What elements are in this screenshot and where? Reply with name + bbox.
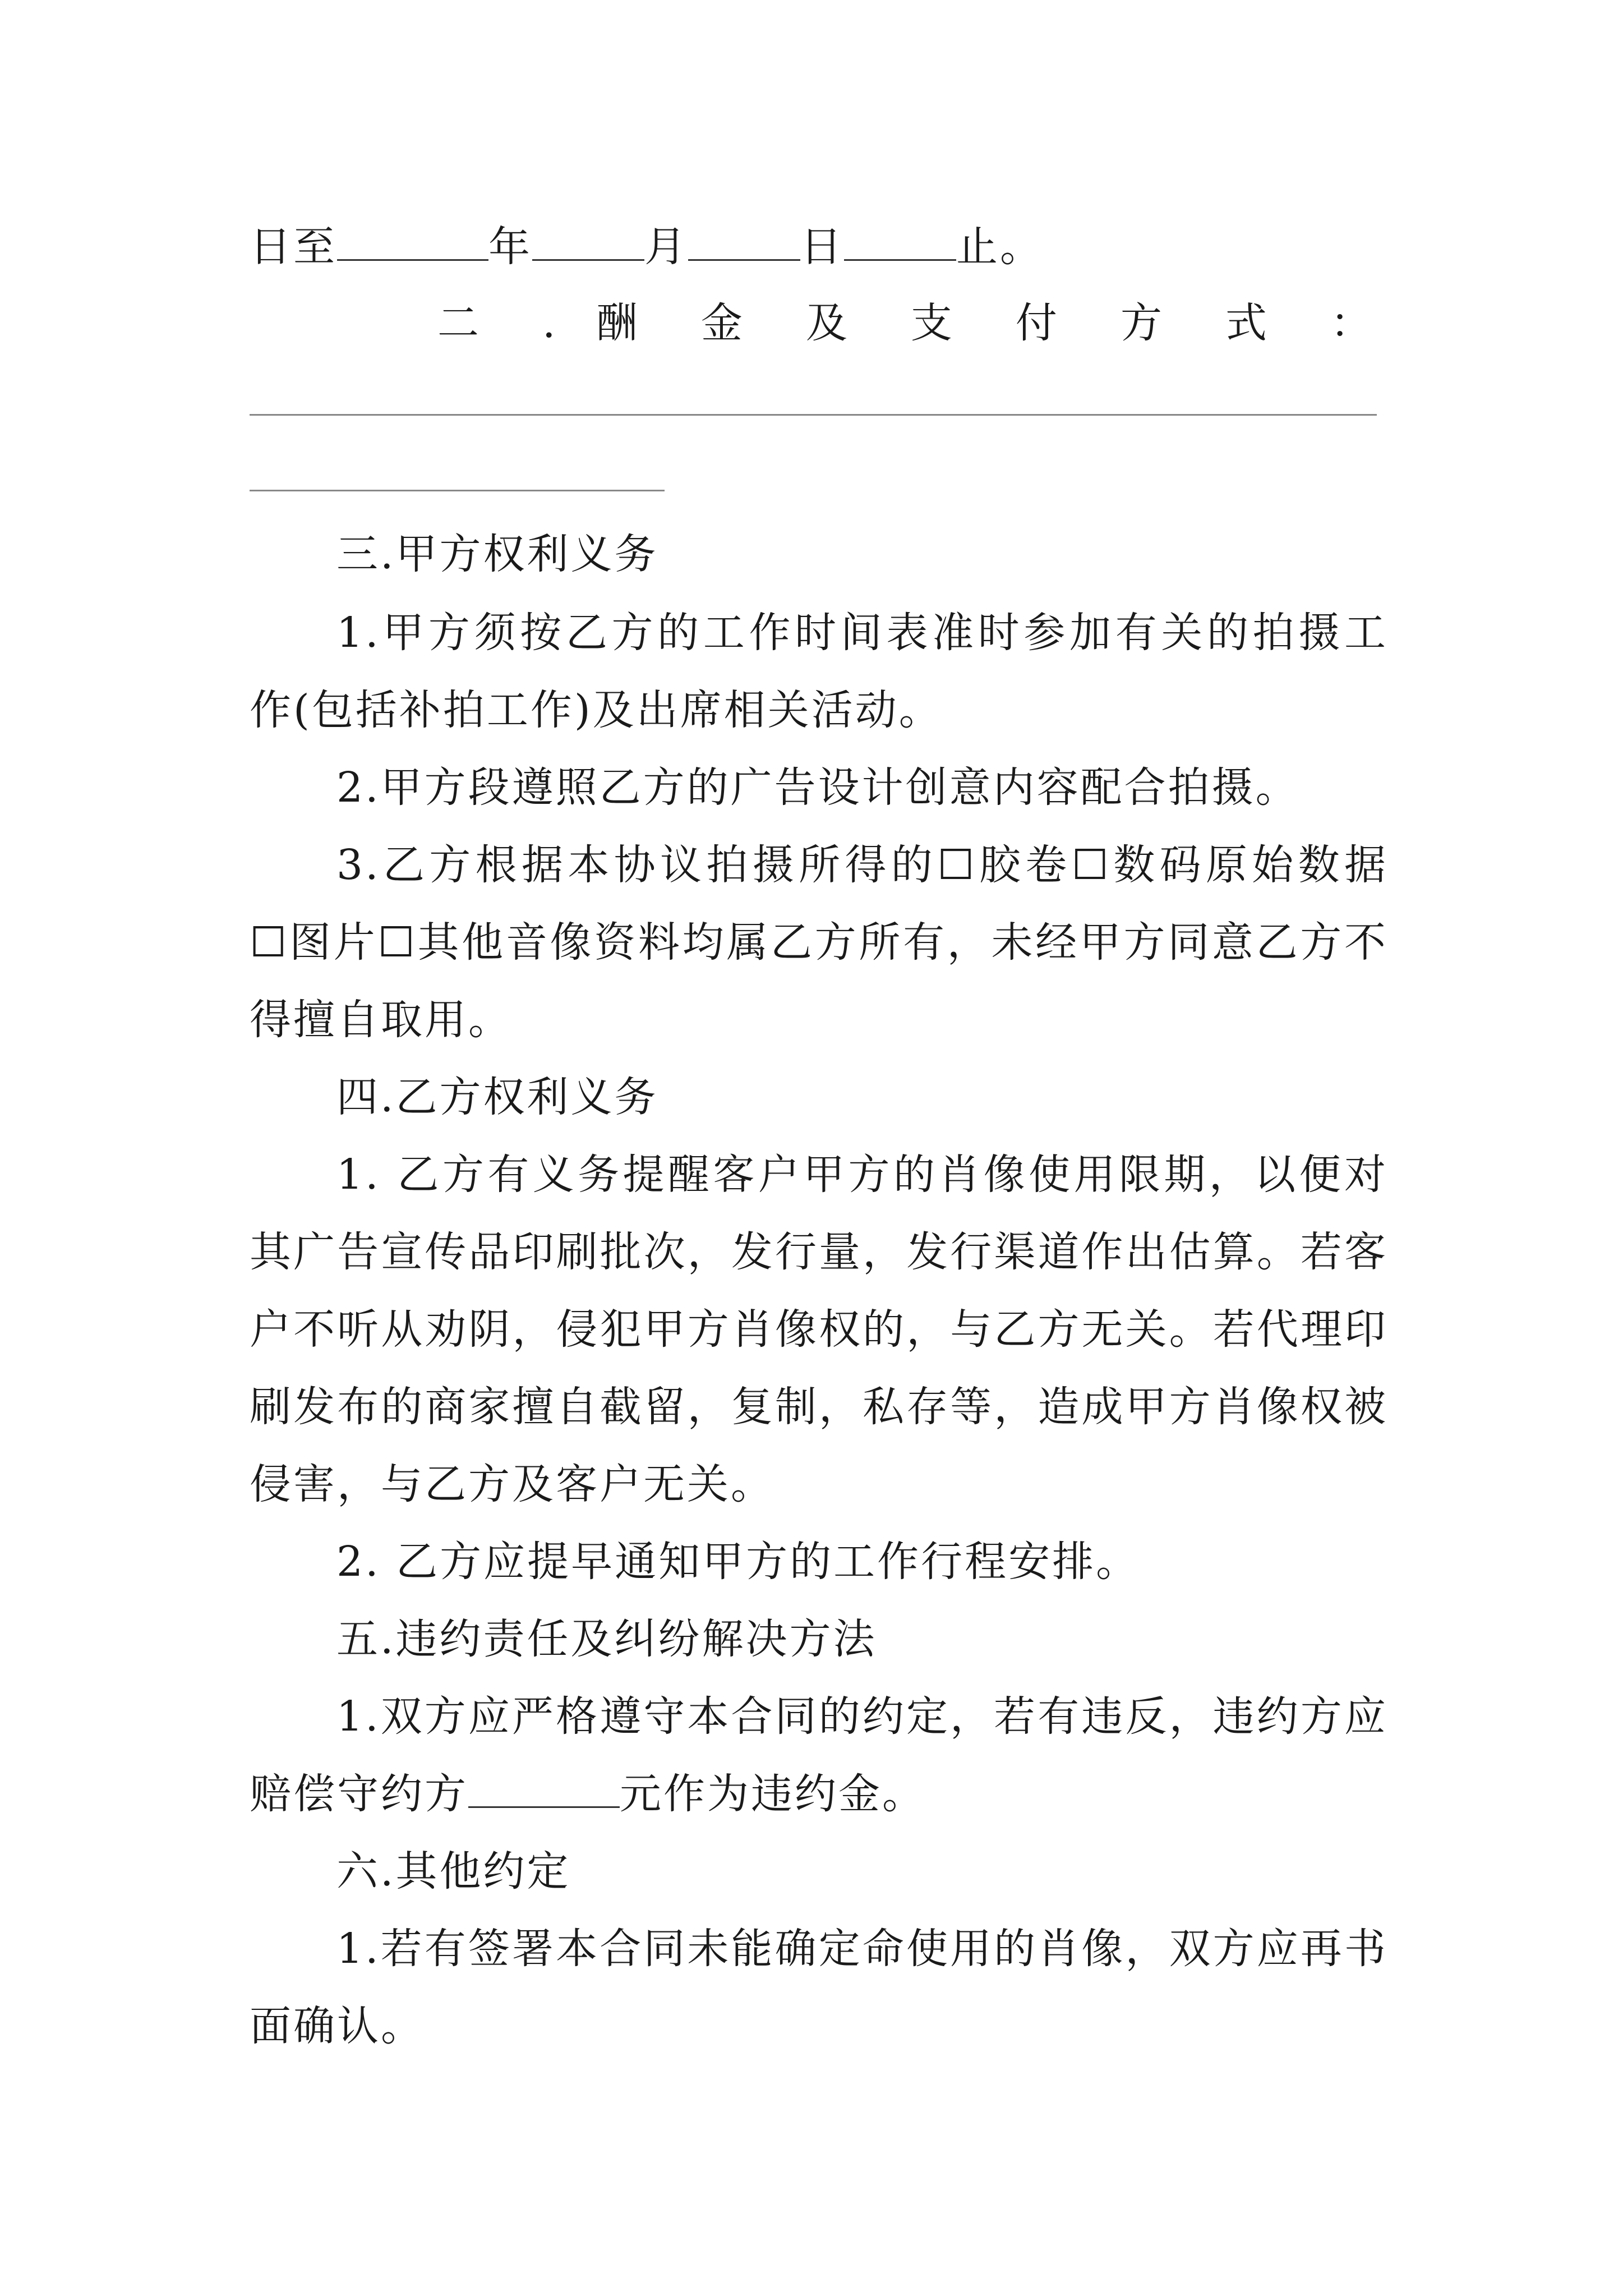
blank-field-penalty-amount[interactable] — [468, 1767, 620, 1808]
section6-item1-line2: 面确认。 — [250, 2002, 425, 2050]
blank-field-day[interactable] — [688, 220, 800, 261]
penalty-text-1: 赔偿守约方 — [250, 1770, 468, 1818]
section4-item1-line2: 其广告宣传品印刷批次，发行量，发行渠道作出估算。若客 — [250, 1228, 1388, 1276]
section6-heading: 六.其他约定 — [336, 1847, 571, 1895]
date-line — [250, 220, 1388, 274]
section4-item1-line1: 1. 乙方有义务提醒客户甲方的肖像使用限期，以便对 — [336, 1151, 1388, 1199]
blank-rule-1[interactable] — [250, 414, 1377, 416]
date-text-2: 年 — [488, 223, 532, 271]
section3-item3-line3: 得擅自取用。 — [250, 996, 512, 1044]
section5-heading: 五.违约责任及纠纷解决方法 — [336, 1615, 877, 1663]
section4-item1-line4: 刷发布的商家擅自截留，复制，私存等，造成甲方肖像权被 — [250, 1383, 1388, 1431]
section3-item3-line1: 3.乙方根据本协议拍摄所得的☐胶卷☐数码原始数据 — [336, 841, 1388, 889]
blank-rule-2[interactable] — [250, 490, 665, 491]
section5-item1-line2 — [250, 1767, 1388, 1821]
section3-heading: 三.甲方权利义务 — [336, 530, 658, 578]
date-text-5: 止。 — [956, 223, 1044, 271]
section5-item1-line1: 1.双方应严格遵守本合同的约定，若有违反，违约方应 — [336, 1692, 1388, 1741]
section2-heading: 二 . 酬 金 及 支 付 方 式 ： — [437, 299, 1374, 347]
section3-item1-line2: 作(包括补拍工作)及出席相关活动。 — [250, 686, 943, 734]
blank-field-year[interactable] — [337, 220, 488, 261]
section3-item3-line2: ☐图片☐其他音像资料均属乙方所有，未经甲方同意乙方不 — [250, 918, 1388, 967]
section4-item2: 2. 乙方应提早通知甲方的工作行程安排。 — [336, 1538, 1140, 1586]
blank-field-month[interactable] — [532, 220, 644, 261]
blank-field-end[interactable] — [844, 220, 956, 261]
section3-item1-line1: 1.甲方须按乙方的工作时间表准时参加有关的拍摄工 — [336, 609, 1388, 657]
date-text-3: 月 — [644, 223, 688, 271]
penalty-text-2: 元作为违约金。 — [620, 1770, 926, 1818]
section4-heading: 四.乙方权利义务 — [336, 1073, 658, 1121]
date-text-4: 日 — [800, 223, 844, 271]
section4-item1-line3: 户不听从劝阴，侵犯甲方肖像权的，与乙方无关。若代理印 — [250, 1305, 1388, 1354]
section6-item1-line1: 1.若有签署本合同未能确定命使用的肖像，双方应再书 — [336, 1925, 1388, 1973]
section3-item2: 2.甲方段遵照乙方的广告设计创意内容配合拍摄。 — [336, 763, 1299, 812]
section4-item1-line5: 侵害，与乙方及客户无关。 — [250, 1460, 774, 1508]
date-text-1: 日至 — [250, 223, 337, 271]
